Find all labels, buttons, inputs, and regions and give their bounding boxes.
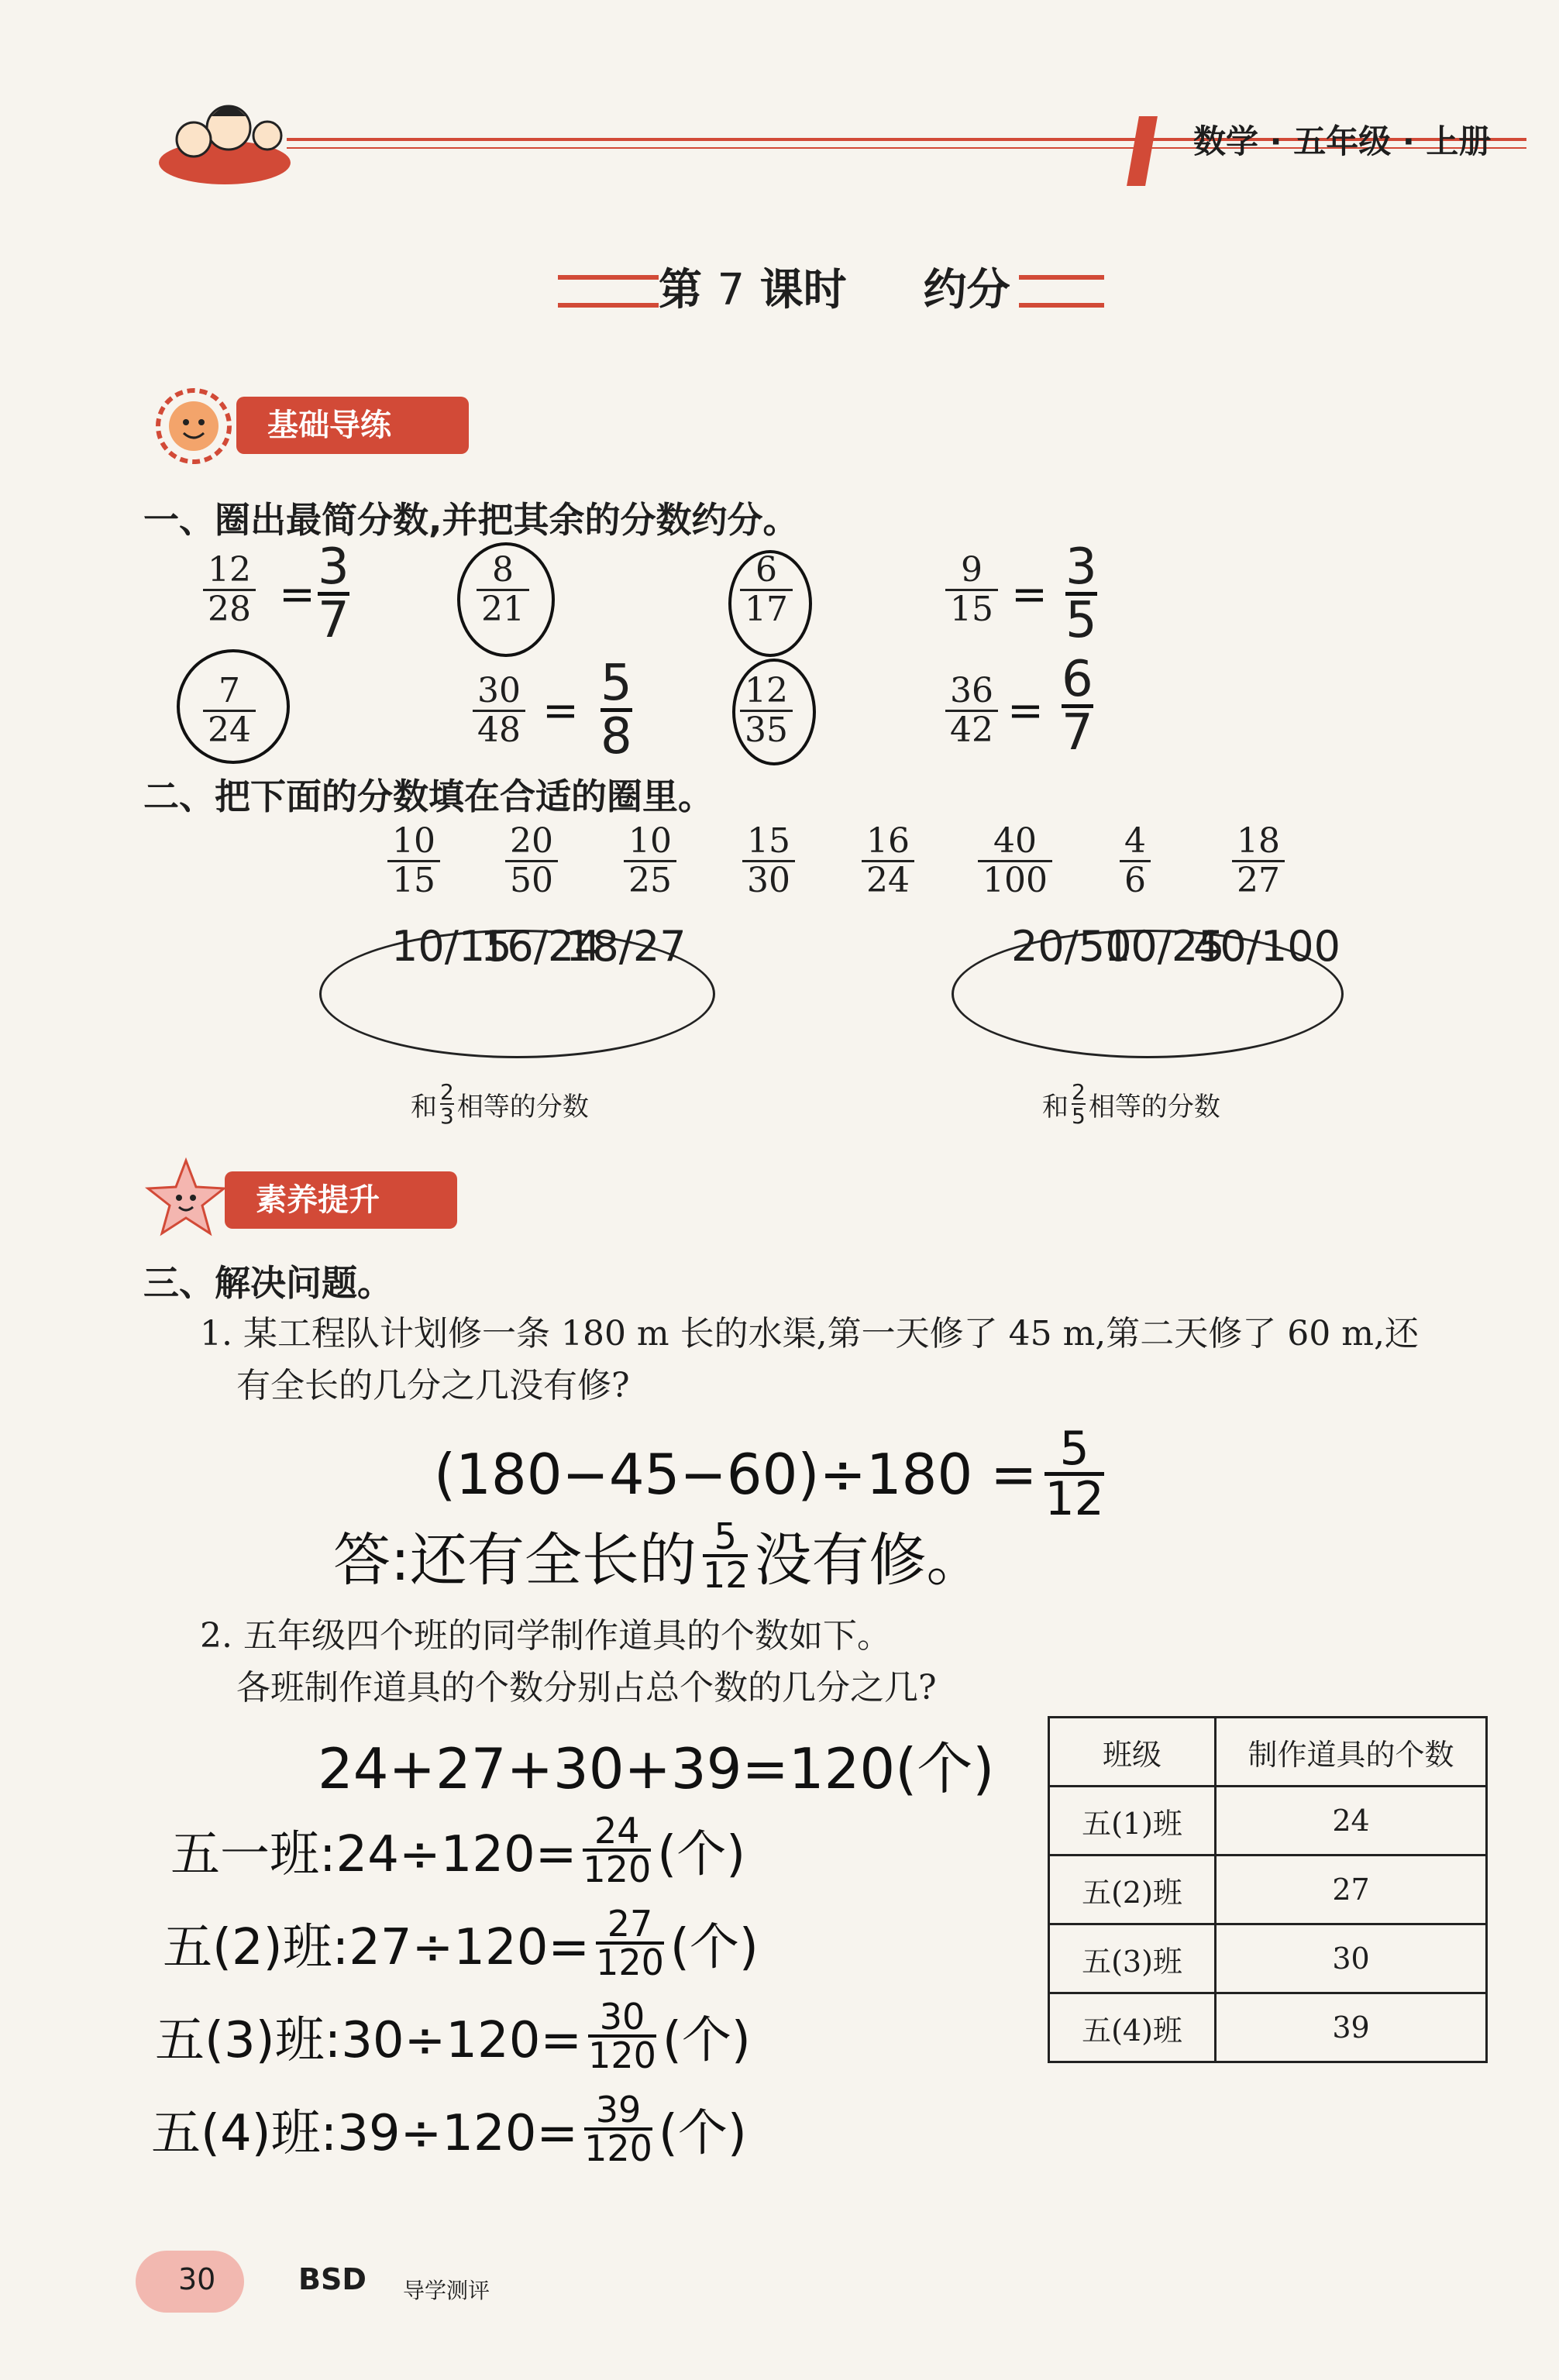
table-cell-class: 五(3)班 [1049,1924,1216,1993]
q1-fraction: 30 48 [473,672,525,750]
q2-fraction: 20 50 [505,823,558,900]
q1-fraction: 7 24 [203,672,256,750]
table-cell-count: 27 [1216,1856,1487,1924]
q1-fraction: 36 42 [945,672,998,750]
table-header-cell: 班级 [1049,1718,1216,1787]
lesson-title-prefix: 第 [659,265,702,315]
table-cell-class: 五(1)班 [1049,1787,1216,1856]
q1-equals: = [1007,686,1044,736]
star-icon [143,1154,229,1240]
q3-problem1-answer: 答:还有全长的 5 12 没有修。 [333,1515,984,1596]
q1-fraction: 6 17 [740,552,793,629]
q1-fraction: 8 21 [477,552,529,629]
banner-pencil-tip [426,1171,457,1229]
q2-right-answer-2: 10/25 [1104,922,1225,971]
q2-fraction: 18 27 [1232,823,1285,900]
title-deco-right [1019,275,1104,308]
q1-answer-fraction: 3 7 [318,538,349,649]
header-subject: 数学 · 五年级 · 上册 [1193,122,1492,160]
title-deco-left [558,275,659,308]
q2-right-answer-3: 40/100 [1193,922,1340,971]
q1-equals: = [279,569,315,620]
q1-answer-fraction: 6 7 [1062,651,1093,762]
q2-title: 二、把下面的分数填在合适的圈里。 [143,776,714,817]
q1-equals: = [1011,569,1048,620]
footer-brand: 导学测评 [403,2278,490,2303]
q2-fraction: 40 100 [978,823,1052,900]
header-accent-bar [1127,116,1158,186]
q3-problem2-row: 五(2)班:27÷120= 27 120 (个) [163,1903,759,1983]
q1-answer-fraction: 5 8 [601,655,632,765]
q2-left-caption: 和 2 3 相等的分数 [411,1079,589,1130]
table-cell-class: 五(4)班 [1049,1993,1216,2062]
q3-problem2-line1: 2. 五年级四个班的同学制作道具的个数如下。 [200,1616,891,1656]
q3-problem2-row: 五一班:24÷120= 24 120 (个) [170,1810,746,1890]
q2-right-answer [1193,922,1340,971]
q3-problem1-line1: 1. 某工程队计划修一条 180 m 长的水渠,第一天修了 45 m,第二天修了 60 m,还 [200,1314,1419,1353]
sun-icon [151,383,236,469]
section-basic-banner [236,397,469,454]
q2-fraction: 16 24 [862,823,914,900]
table-cell-count: 30 [1216,1924,1487,1993]
q1-fraction: 9 15 [945,552,998,629]
table-header-cell: 制作道具的个数 [1216,1718,1487,1787]
q1-answer-fraction: 3 5 [1065,538,1097,649]
table-row [1049,1993,1487,2062]
q1-fraction: 12 28 [203,552,256,629]
q3-problem2-line2: 各班制作道具的个数分别占总个数的几分之几? [236,1668,937,1708]
class-props-table [1048,1716,1488,2063]
table-row [1049,1787,1487,1856]
q3-problem1-line2: 有全长的几分之几没有修? [236,1366,630,1405]
q2-fraction: 15 30 [742,823,795,900]
lesson-title [659,256,1010,318]
q2-left-answer [566,922,687,971]
q2-right-answer-1: 20/50 [1011,922,1132,971]
lesson-number: 7 [717,265,745,315]
q2-left-answer-3: 18/27 [566,922,687,971]
table-row [1049,1924,1487,1993]
table-row [1049,1856,1487,1924]
section-basic-label: 基础导练 [267,408,391,443]
q2-fraction: 10 15 [387,823,440,900]
table-cell-count: 39 [1216,1993,1487,2062]
q2-fraction: 4 6 [1120,823,1151,900]
q1-fraction: 12 35 [740,672,793,750]
q1-equals: = [542,686,579,736]
table-cell-count: 24 [1216,1787,1487,1856]
q3-problem2-sum: 24+27+30+39=120(个) [318,1736,995,1801]
q3-problem2-row: 五(4)班:39÷120= 39 120 (个) [151,2089,747,2169]
table-cell-class: 五(2)班 [1049,1856,1216,1924]
table-header-row [1049,1718,1487,1787]
lesson-topic: 约分 [923,265,1010,315]
mascot-logo [151,81,298,190]
q3-title: 三、解决问题。 [143,1262,393,1304]
q1-title: 一、圈出最简分数,并把其余的分数约分。 [143,499,799,541]
section-advanced-label: 素养提升 [256,1182,380,1218]
q3-problem1-work: (180−45−60)÷180 = 5 12 [434,1422,1104,1526]
q2-right-caption: 和 2 5 相等的分数 [1042,1079,1220,1130]
banner-pencil-tip [438,397,469,454]
q2-left-answer-1: 10/15 [391,922,512,971]
section-advanced-banner [225,1171,457,1229]
q2-fraction: 10 25 [624,823,676,900]
q2-left-answer-2: 16/24 [480,922,601,971]
q3-problem2-row: 五(3)班:30÷120= 30 120 (个) [155,1996,751,2076]
page-number: 30 [178,2262,216,2296]
footer-series: BSD [298,2262,367,2296]
lesson-title-suffix: 课时 [759,265,847,315]
